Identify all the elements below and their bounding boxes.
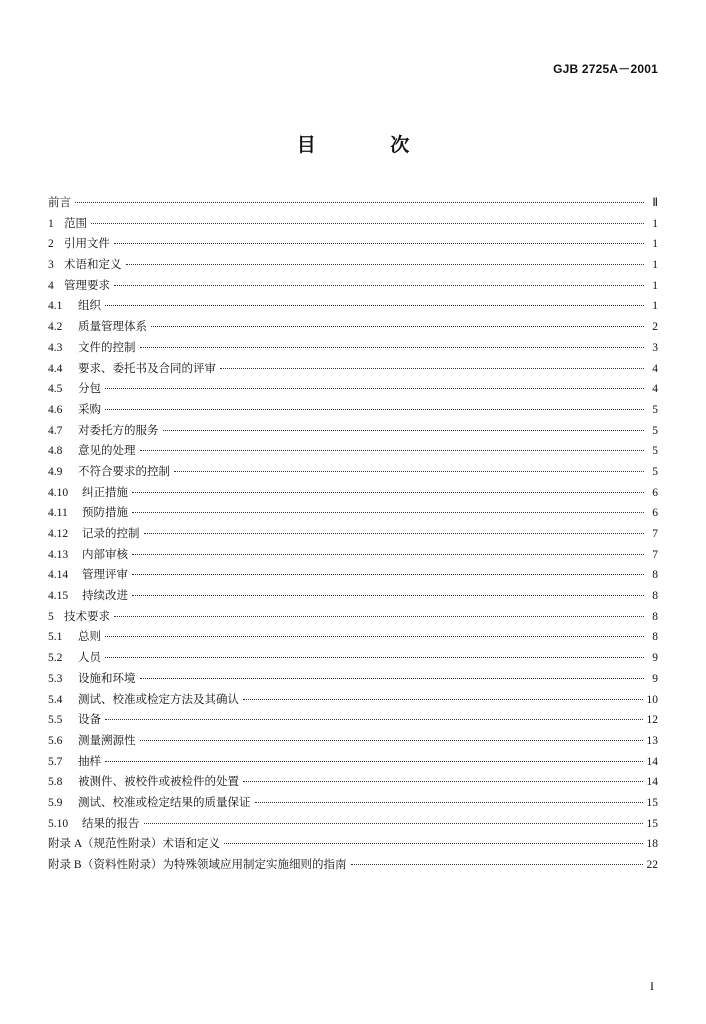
toc-entry-page: 9 — [652, 652, 658, 665]
toc-entry-title: （规范性附录）术语和定义 — [82, 836, 220, 851]
toc-entry[interactable] — [48, 360, 658, 381]
toc-entry-page: 1 — [652, 279, 658, 292]
toc-entry[interactable] — [48, 794, 658, 815]
toc-leader-dots — [105, 409, 644, 410]
toc-entry-page: Ⅱ — [652, 197, 658, 209]
toc-entry-page: 6 — [652, 486, 658, 499]
toc-entry-number: 4.14 — [48, 569, 69, 582]
toc-entry-number: 5.3 — [48, 672, 63, 685]
toc-entry-number: 4.3 — [48, 341, 63, 354]
toc-entry-title: （资料性附录）为特殊领域应用制定实施细则的指南 — [82, 857, 347, 871]
toc-entry-title: 测试、校准或检定方法及其确认 — [78, 691, 239, 706]
toc-entry-page: 3 — [652, 341, 658, 354]
toc-leader-dots — [105, 719, 643, 720]
page-number: I — [650, 979, 654, 993]
page-title: 目 次 — [296, 134, 444, 156]
toc-entry[interactable] — [48, 608, 658, 629]
toc-entry-title: 设施和环境 — [78, 670, 136, 685]
toc-entry-number: 4.5 — [48, 383, 63, 396]
toc-entry-number: 4.4 — [48, 362, 63, 375]
toc-entry-page: 1 — [652, 300, 658, 313]
toc-entry[interactable] — [48, 422, 658, 443]
toc-entry-page: 5 — [652, 424, 658, 437]
toc-entry-page: 1 — [652, 238, 658, 251]
toc-entry-title: 纠正措施 — [82, 484, 128, 499]
toc-entry-title: 技术要求 — [64, 608, 110, 623]
toc-entry[interactable] — [48, 339, 658, 360]
toc-entry-number: 2 — [48, 238, 54, 251]
toc-entry[interactable] — [48, 215, 658, 236]
toc-leader-dots — [243, 699, 643, 700]
toc-entry[interactable] — [48, 711, 658, 732]
toc-leader-dots — [105, 388, 644, 389]
toc-entry-title: 采购 — [78, 401, 101, 416]
toc-entry-title: 术语和定义 — [64, 257, 122, 272]
toc-entry-number: 5.1 — [48, 631, 63, 644]
toc-entry[interactable] — [48, 587, 658, 608]
toc-entry-number: 5.6 — [48, 734, 63, 747]
toc-entry-title: 对委托方的服务 — [78, 422, 159, 437]
toc-entry[interactable] — [48, 732, 658, 753]
toc-leader-dots — [114, 616, 644, 617]
toc-entry-title: 测量溯源性 — [78, 732, 136, 747]
toc-entry-page: 6 — [652, 507, 658, 520]
toc-entry-title: 前言 — [48, 195, 71, 209]
toc-entry[interactable] — [48, 401, 658, 422]
toc-entry-title: 抽样 — [78, 753, 101, 768]
toc-entry[interactable] — [48, 670, 658, 691]
toc-entry-page: 7 — [652, 548, 658, 561]
toc-entry-title: 质量管理体系 — [78, 319, 147, 334]
toc-entry-title: 分包 — [78, 381, 101, 396]
toc-entry[interactable] — [48, 628, 658, 649]
toc-entry[interactable] — [48, 256, 658, 277]
toc-entry-number: 4.9 — [48, 465, 63, 478]
toc-entry[interactable] — [48, 815, 658, 836]
toc-entry[interactable] — [48, 649, 658, 670]
toc-entry-title: 范围 — [64, 215, 87, 230]
toc-entry-number: 4.15 — [48, 590, 69, 603]
toc-entry-title: 内部审核 — [82, 546, 128, 561]
toc-entry-page: 12 — [646, 714, 658, 727]
toc-entry-title: 被测件、被校件或被检件的处置 — [78, 774, 239, 789]
document-code: GJB 2725A－2001 — [553, 62, 658, 76]
toc-entry-page: 5 — [652, 403, 658, 416]
toc-entry-page: 15 — [646, 817, 658, 830]
toc-leader-dots — [174, 471, 644, 472]
toc-leader-dots — [351, 864, 643, 865]
toc-entry-title: 人员 — [78, 650, 101, 665]
toc-leader-dots — [144, 823, 643, 824]
toc-entry[interactable] — [48, 318, 658, 339]
toc-entry-title: 组织 — [78, 298, 101, 313]
toc-entry-number: 4.11 — [48, 507, 68, 520]
toc-entry-number: 5.8 — [48, 776, 63, 789]
toc-leader-dots — [220, 368, 644, 369]
toc-entry-title: 记录的控制 — [82, 526, 140, 540]
toc-entry-title: 结果的报告 — [82, 815, 140, 830]
toc-entry[interactable] — [48, 753, 658, 774]
toc-entry-title: 持续改进 — [82, 588, 128, 603]
toc-leader-dots — [163, 430, 645, 431]
toc-entry-page: 1 — [652, 217, 658, 230]
toc-entry-page: 13 — [646, 734, 658, 747]
toc-entry-title: 管理评审 — [82, 567, 128, 582]
toc-entry-page: 10 — [646, 693, 658, 706]
toc-leader-dots — [132, 554, 644, 555]
toc-leader-dots — [140, 347, 645, 348]
toc-leader-dots — [255, 802, 643, 803]
toc-leader-dots — [243, 781, 643, 782]
toc-leader-dots — [132, 574, 644, 575]
toc-leader-dots — [151, 326, 644, 327]
toc-entry-number: 4.8 — [48, 445, 63, 458]
toc-entry-page: 4 — [652, 362, 658, 375]
toc-leader-dots — [132, 512, 644, 513]
toc-entry-page: 8 — [652, 590, 658, 603]
toc-entry-title: 要求、委托书及合同的评审 — [78, 360, 216, 375]
toc-entry-number: 5.4 — [48, 693, 63, 706]
toc-entry-page: 8 — [652, 631, 658, 644]
toc-entry-title: 总则 — [78, 629, 101, 644]
toc-entry[interactable] — [48, 773, 658, 794]
toc-entry-title: 文件的控制 — [78, 339, 136, 354]
toc-entry-title: 测试、校准或检定结果的质量保证 — [78, 794, 251, 809]
toc-entry-number: 4.7 — [48, 424, 63, 437]
toc-leader-dots — [126, 264, 645, 265]
toc-entry-title: 设备 — [78, 712, 101, 727]
toc-entry[interactable] — [48, 235, 658, 256]
toc-entry[interactable] — [48, 546, 658, 567]
toc-entry[interactable] — [48, 835, 658, 856]
toc-leader-dots — [114, 243, 644, 244]
toc-entry-number: 5.7 — [48, 755, 63, 768]
toc-entry[interactable] — [48, 484, 658, 505]
toc-entry-title: 意见的处理 — [78, 443, 136, 458]
toc-entry-page: 5 — [652, 465, 658, 478]
toc-entry-number: 4.12 — [48, 528, 69, 540]
toc-entry[interactable] — [48, 566, 658, 587]
toc-leader-dots — [132, 595, 644, 596]
toc-entry-title: 预防措施 — [82, 505, 128, 520]
toc-entry-number: 5.9 — [48, 796, 63, 809]
toc-entry-page: 7 — [652, 528, 658, 540]
toc-leader-dots — [140, 740, 643, 741]
toc-entry-number: 4.10 — [48, 486, 69, 499]
toc-entry-page: 2 — [652, 321, 658, 334]
toc-entry-page: 15 — [646, 796, 658, 809]
toc-entry-number: 5.10 — [48, 817, 69, 830]
toc-leader-dots — [91, 223, 644, 224]
toc-leader-dots — [140, 678, 645, 679]
toc-entry-number: 3 — [48, 259, 54, 272]
toc-leader-dots — [105, 636, 644, 637]
toc-entry-number: 4 — [48, 279, 54, 292]
toc-entry[interactable] — [48, 277, 658, 298]
toc-entry-page: 8 — [652, 569, 658, 582]
toc-entry-number: 附录 A — [48, 838, 83, 851]
toc-entry[interactable] — [48, 297, 658, 318]
toc-entry-number: 1 — [48, 217, 54, 230]
toc-leader-dots — [140, 450, 645, 451]
toc-leader-dots — [144, 533, 645, 534]
toc-entry-number: 4.13 — [48, 548, 69, 561]
toc-entry[interactable] — [48, 194, 658, 215]
table-of-contents — [48, 194, 658, 877]
toc-entry-page: 4 — [652, 383, 658, 396]
toc-entry-page: 14 — [646, 755, 658, 768]
toc-leader-dots — [75, 202, 644, 203]
toc-leader-dots — [105, 305, 644, 306]
toc-entry-number: 4.2 — [48, 321, 63, 334]
toc-entry-page: 5 — [652, 445, 658, 458]
toc-entry[interactable] — [48, 463, 658, 484]
toc-leader-dots — [132, 492, 644, 493]
toc-entry-number: 5 — [48, 610, 54, 623]
toc-leader-dots — [224, 843, 643, 844]
toc-entry-page: 22 — [646, 859, 658, 871]
toc-entry-number: 4.6 — [48, 403, 63, 416]
toc-entry-page: 1 — [652, 259, 658, 272]
toc-entry[interactable] — [48, 504, 658, 525]
toc-entry-page: 18 — [646, 838, 658, 851]
toc-entry-page: 9 — [652, 672, 658, 685]
toc-entry[interactable] — [48, 525, 658, 546]
toc-leader-dots — [114, 285, 644, 286]
toc-leader-dots — [105, 657, 644, 658]
toc-entry-page: 14 — [646, 776, 658, 789]
toc-entry-title: 管理要求 — [64, 277, 110, 292]
toc-entry-title: 引用文件 — [64, 236, 110, 251]
toc-entry-number: 5.2 — [48, 652, 63, 665]
toc-entry[interactable] — [48, 380, 658, 401]
toc-entry-page: 8 — [652, 610, 658, 623]
toc-entry[interactable] — [48, 856, 658, 877]
toc-entry-number: 附录 B — [48, 859, 82, 871]
toc-entry[interactable] — [48, 691, 658, 712]
toc-entry-title: 不符合要求的控制 — [78, 463, 170, 478]
toc-entry-number: 5.5 — [48, 714, 63, 727]
toc-leader-dots — [105, 761, 643, 762]
toc-entry[interactable] — [48, 442, 658, 463]
toc-entry-number: 4.1 — [48, 300, 63, 313]
